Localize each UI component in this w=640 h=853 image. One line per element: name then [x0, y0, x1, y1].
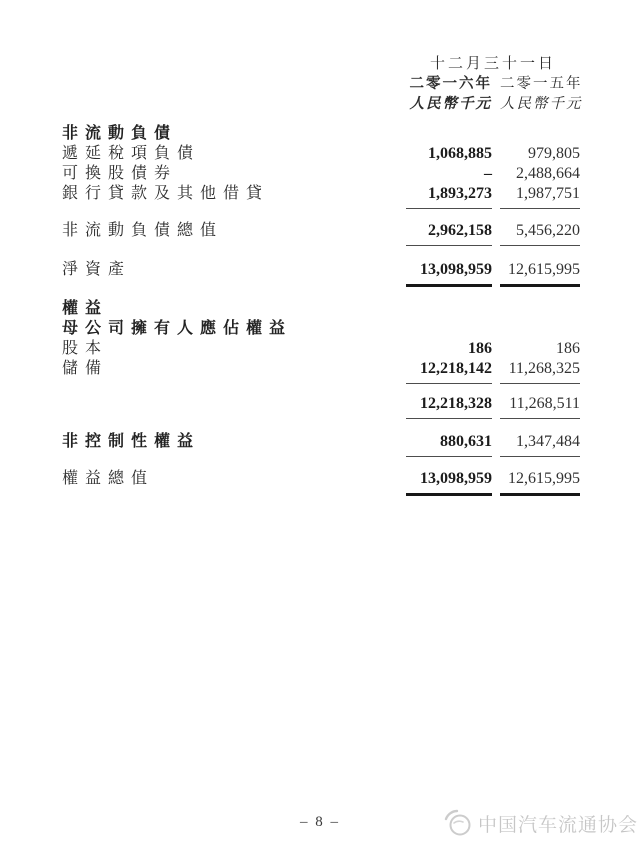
row-label: 可換股債券	[62, 165, 178, 182]
value-2016: 12,218,328	[406, 394, 492, 419]
value-2016: 13,098,959	[406, 469, 492, 496]
table-row-noncontrolling-interests	[62, 432, 580, 457]
value-2016: 12,218,142	[406, 359, 492, 384]
watermark-text: 中国汽车流通协会	[477, 814, 638, 836]
table-row-total-equity	[62, 469, 580, 496]
unit-header-2015: 人民幣千元	[500, 96, 583, 112]
table-row-reserves	[62, 359, 580, 384]
value-2016: 13,098,959	[406, 260, 492, 287]
value-2015: 5,456,220	[500, 221, 580, 246]
table-row-share-capital	[62, 339, 580, 359]
value-2015: 12,615,995	[500, 260, 580, 287]
row-label: 權益總值	[62, 470, 155, 487]
row-label: 母公司擁有人應佔權益	[62, 320, 293, 337]
header-date-row	[62, 54, 580, 74]
header-unit-row	[62, 94, 583, 114]
table-row-bank-loans	[62, 184, 580, 209]
value-2015: 186	[556, 340, 580, 357]
row-label: 銀行貸款及其他借貸	[62, 185, 270, 202]
column-header-2015: 二零一五年	[500, 76, 583, 92]
column-header-2016: 二零一六年	[409, 76, 492, 92]
page-number: – 8 –	[300, 814, 340, 830]
value-2015: 2,488,664	[516, 165, 580, 182]
value-2015: 11,268,511	[500, 394, 580, 419]
value-2016: 2,962,158	[406, 221, 492, 246]
row-label: 非控制性權益	[62, 433, 201, 450]
row-label: 非流動負債總值	[62, 222, 224, 239]
table-row-deferred-tax	[62, 144, 580, 164]
value-2016: 1,068,885	[428, 145, 492, 162]
table-row-section-parent-equity	[62, 319, 580, 339]
row-label: 股本	[62, 340, 109, 357]
table-row-net-assets	[62, 260, 580, 287]
table-row-section-noncurrent-liabilities	[62, 124, 580, 144]
cada-logo-icon	[443, 808, 473, 838]
value-2016: 1,893,273	[406, 184, 492, 209]
value-2015: 1,987,751	[500, 184, 580, 209]
row-label: 權益	[62, 300, 109, 317]
table-row-total-noncurrent-liabilities	[62, 221, 580, 246]
row-label: 儲備	[62, 360, 109, 377]
value-2016: 186	[468, 340, 492, 357]
row-label: 遞延稅項負債	[62, 145, 201, 162]
row-label: 淨資產	[62, 261, 132, 278]
value-2015: 12,615,995	[500, 469, 580, 496]
value-2015: 11,268,325	[500, 359, 580, 384]
header-date: 十二月三十一日	[429, 56, 556, 72]
value-2016: 880,631	[406, 432, 492, 457]
watermark	[443, 808, 638, 838]
table-row-convertible-bonds	[62, 164, 580, 184]
value-2016: –	[484, 165, 492, 182]
value-2015: 979,805	[528, 145, 580, 162]
table-row-section-equity	[62, 299, 580, 319]
value-2015: 1,347,484	[500, 432, 580, 457]
unit-header-2016: 人民幣千元	[409, 96, 492, 112]
table-row-parent-equity-subtotal	[62, 394, 580, 419]
header-year-row	[62, 74, 583, 94]
row-label: 非流動負債	[62, 125, 178, 142]
